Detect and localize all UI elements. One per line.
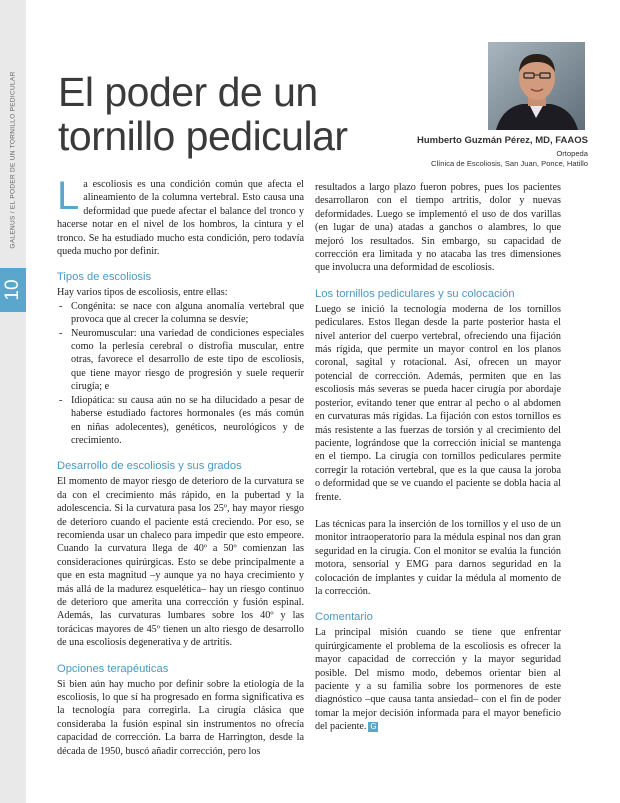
tipos-lead: Hay varios tipos de escoliosis, entre ellas:	[57, 287, 228, 299]
running-head: GALENUS / EL PODER DE UN TORNILLO PEDICULAR	[9, 71, 17, 249]
page-number: 10	[2, 279, 23, 301]
column-left	[57, 174, 304, 758]
intro-text: a escoliosis es una condición común que afecta el alineamiento de la columna vertebral. Esto causa una deformidad que puede afectar el balance del tronco y hacerse notar en el nivel de los hombros, la cintura y el tronco. Se ha estudiado mucho esta condición, pero todavía queda mucho por definir.	[57, 179, 304, 258]
author-role: Ortopeda	[556, 149, 588, 158]
comentario-paragraph	[315, 626, 561, 733]
author-block	[417, 135, 588, 169]
drop-cap: L	[57, 174, 80, 218]
sidebar-strip	[0, 0, 26, 803]
tornillos-text-2: Las técnicas para la inserción de los tornillos y el uso de un monitor intraoperatorio para la médula espinal nos dan gran seguridad en la cirugía. Con el monitor se evalúa la función motora, sensorial y EMG para darnos seguridad en la colocación de implantes y cuidar la médula al momento de la corrección.	[315, 518, 561, 597]
page-number-tab	[0, 268, 26, 312]
section-heading-tornillos: Los tornillos pediculares y su colocación	[315, 287, 515, 300]
author-photo	[488, 42, 585, 130]
tipos-list	[57, 300, 304, 447]
article-title	[58, 70, 348, 158]
title-line-1: El poder de un	[58, 69, 318, 115]
title-line-2: tornillo pedicular	[58, 113, 348, 159]
opciones-text: Si bien aún hay mucho por definir sobre la etiología de la escoliosis, lo que sí ha progresado en forma significativa es la tecnología para corregirla. La cirugía clásica que consideraba la fusión espinal sin instrumentos no ofrecía capacidad de corrección. La barra de Harrington, desde la década de 1950, buscó añadir corrección, pero los	[57, 678, 304, 757]
list-item: - Neuromuscular: una variedad de condiciones especiales como la perlesía cerebral o distrofia muscular, entre otras, favorece el desarrollo de este tipo de escoliosis, que tiene mayor riesgo de progresión y suele requerir cirugía; e	[57, 327, 304, 394]
list-item: - Idiopática: su causa aún no se ha dilucidado a pesar de haberse estudiado factores hormonales (es más común en niñas adolecentes), genéticos, neurológicos y de crecimiento.	[57, 394, 304, 448]
author-portrait-image	[488, 42, 585, 130]
author-institution: Clínica de Escoliosis, San Juan, Ponce, Hatillo	[430, 159, 588, 168]
column-right	[315, 181, 561, 734]
end-mark-icon: G	[370, 721, 377, 731]
comentario-text: La principal misión cuando se tiene que enfrentar quirúrgicamente el problema de la escoliosis es ofrecer la mayor capacidad de corrección y la mayor seguridad posible. Del mismo modo, debemos orientar bien al paciente y a su familia sobre los pormenores de este diagnóstico –que causa tanta ansiedad– con el fin de poder tomar la mejor decisión informada para el mayor beneficio del paciente.	[315, 627, 561, 733]
desarrollo-text: El momento de mayor riesgo de deterioro de la curvatura se da con el crecimiento más rápido, en la pubertad y la adolescencia. Si la curvatura pasa los 25º, hay mayor riesgo de deterioro cuando el paciente está creciendo. Por eso, se recomienda usar un chaleco para impedir que esto empeore. Cuando la curvatura llega de 40º a 50º comienzan las consideraciones quirúrgicas. Esto se debe principalmente a que en esta magnitud –y aunque ya no haya crecimiento y más allá de la madurez esquelética– hay un riesgo continuo de deterioro que amerita una corrección y fusión espinal. Además, las curvaturas lumbares sobre los 40º y las torácicas mayores de 45º tienen un alto riesgo de desarrollo de una escoliosis degenerativa y de artritis.	[57, 476, 304, 649]
section-heading-tipos: Tipos de escoliosis	[57, 271, 152, 284]
section-heading-desarrollo: Desarrollo de escoliosis y sus grados	[57, 460, 242, 473]
section-heading-comentario: Comentario	[315, 611, 373, 624]
section-heading-opciones: Opciones terapéuticas	[57, 662, 169, 675]
list-item: - Congénita: se nace con alguna anomalía vertebral que provoca que al crecer la columna se desvíe;	[57, 300, 304, 327]
intro-paragraph	[57, 174, 304, 258]
opciones-text-continued: resultados a largo plazo fueron pobres, pues los pacientes desarrollaron con el tiempo artritis, dolor y nuevas deformidades. Luego se implementó el uso de dos varillas (en lugar de una) atadas a ganchos o alambres, lo que mejoró los resultados. Sin embargo, su capacidad de corrección era limitada y no atacaba las tres dimensiones que involucra una deformidad de escoliosis.	[315, 182, 561, 274]
author-name: Humberto Guzmán Pérez, MD, FAAOS	[416, 135, 588, 146]
tornillos-text: Luego se inició la tecnología moderna de los tornillos pediculares. Estos llegan desde la parte posterior hasta el nivel anterior del cuerpo vertebral, ofreciendo una fijación más rígida, que permite un mayor control en los planos coronal, sagital y rotacional. Así, ofrecen un mayor potencial de corrección. Además, permiten que en las escoliosis más severas se pueda hacer cirugía por abordaje posterior, evitando tener que entrar al pecho o al abdomen en curvaturas más rígidas. La fijación con estos tornillos es más resistente a las fuerzas de torsión y al crecimiento del paciente, lográndose que la corrección inicial se mantenga en el tiempo. La cirugía con tornillos pediculares permite corregir la rotación vertebral, que es la que causa la joroba o deformidad que se ve cuando el paciente se dobla hacia al frente.	[315, 303, 561, 503]
